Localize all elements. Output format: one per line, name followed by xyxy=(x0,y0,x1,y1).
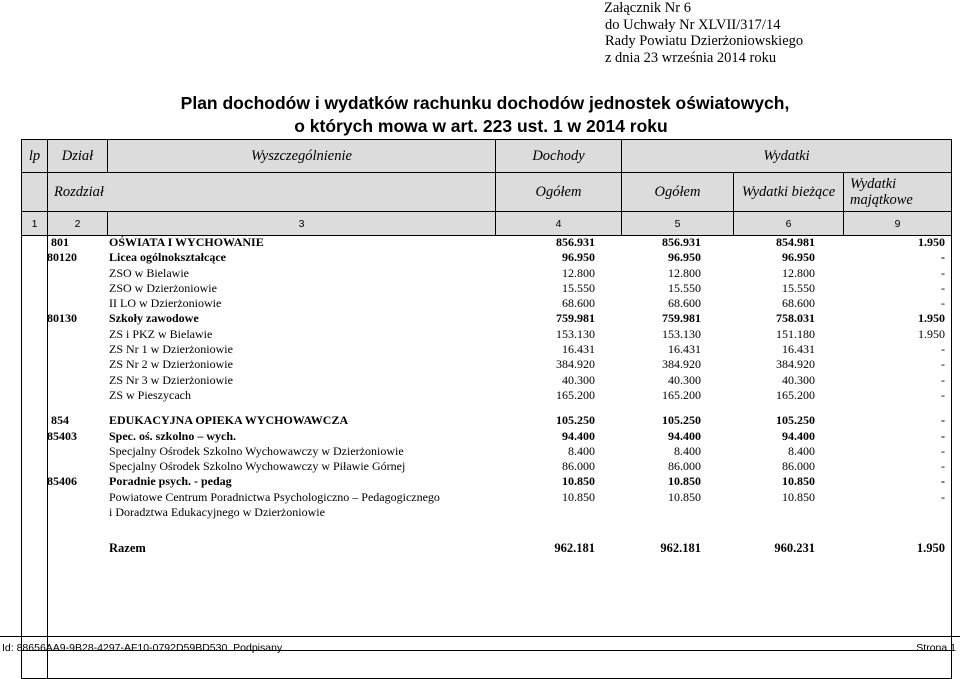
budget-rows xyxy=(21,235,951,520)
row-biezace: 16.431 xyxy=(782,342,815,357)
row-name: Specjalny Ośrodek Szkolno Wychowawczy w Dzierżoniowie xyxy=(109,443,404,458)
header-rozdzial: Rozdział xyxy=(48,173,496,212)
row-name: Licea ogólnokształcące xyxy=(109,250,226,265)
table-row xyxy=(21,474,951,489)
row-ogolem: 86.000 xyxy=(668,459,701,474)
row-dochody: 40.300 xyxy=(562,372,595,387)
row-biezace: 10.850 xyxy=(782,474,815,489)
total-majatkowe: 1.950 xyxy=(916,541,945,555)
row-biezace: 151.180 xyxy=(776,326,815,341)
row-name: i Doradztwa Edukacyjnego w Dzierżoniowie xyxy=(109,505,325,520)
row-biezace: 8.400 xyxy=(788,443,815,458)
header-wydatki: Wydatki xyxy=(622,140,952,173)
row-gap xyxy=(21,403,951,413)
row-dochody: 105.250 xyxy=(556,413,595,428)
row-dochody: 759.981 xyxy=(556,311,595,326)
row-biezace: 94.400 xyxy=(782,428,815,443)
row-name: ZS Nr 2 w Dzierżoniowie xyxy=(109,357,233,372)
col-number-1: 1 xyxy=(22,212,48,236)
row-biezace: 86.000 xyxy=(782,459,815,474)
row-ogolem: 856.931 xyxy=(662,235,701,249)
header-ogolem-dochody: Ogółem xyxy=(496,173,622,212)
row-biezace: 854.981 xyxy=(776,235,815,249)
table-row xyxy=(21,490,951,505)
table-row xyxy=(21,505,951,520)
row-majatkowe: - xyxy=(941,443,945,458)
table-row xyxy=(21,413,951,428)
header-row-2 xyxy=(22,173,952,212)
header-row-numbers xyxy=(22,212,952,236)
row-name: ZSO w Dzierżoniowie xyxy=(109,280,217,295)
row-majatkowe: 1.950 xyxy=(918,311,945,326)
row-majatkowe: - xyxy=(941,459,945,474)
row-name: ZS i PKZ w Bielawie xyxy=(109,326,213,341)
row-ogolem: 8.400 xyxy=(674,443,701,458)
table-row xyxy=(21,266,951,281)
row-majatkowe: - xyxy=(941,296,945,311)
row-ogolem: 105.250 xyxy=(662,413,701,428)
table-row xyxy=(21,327,951,342)
row-majatkowe: - xyxy=(941,428,945,443)
table-row xyxy=(21,429,951,444)
row-code: 80130 xyxy=(47,311,77,326)
total-row xyxy=(21,535,951,562)
row-majatkowe: - xyxy=(941,474,945,489)
row-code: 854 xyxy=(51,413,69,428)
header-wyszczegolnienie: Wyszczególnienie xyxy=(108,140,496,173)
row-name: OŚWIATA I WYCHOWANIE xyxy=(109,235,264,249)
header-row-1 xyxy=(22,140,952,173)
row-dochody: 8.400 xyxy=(568,443,595,458)
table-row xyxy=(21,235,951,250)
row-majatkowe: - xyxy=(941,342,945,357)
row-majatkowe: - xyxy=(941,372,945,387)
row-biezace: 165.200 xyxy=(776,387,815,402)
row-biezace: 10.850 xyxy=(782,489,815,504)
table-row xyxy=(21,250,951,265)
row-biezace: 758.031 xyxy=(776,311,815,326)
row-ogolem: 15.550 xyxy=(668,280,701,295)
row-name: EDUKACYJNA OPIEKA WYCHOWAWCZA xyxy=(109,413,349,428)
row-dochody: 10.850 xyxy=(562,474,595,489)
col-number-9: 9 xyxy=(844,212,952,236)
row-dochody: 16.431 xyxy=(562,342,595,357)
table-row xyxy=(21,388,951,403)
col-number-6: 6 xyxy=(734,212,844,236)
row-name: Poradnie psych. - pedag xyxy=(109,474,232,489)
row-biezace: 15.550 xyxy=(782,280,815,295)
page-title xyxy=(0,92,960,138)
page-footer xyxy=(0,636,960,654)
col-number-2: 2 xyxy=(48,212,108,236)
row-name: ZS w Pieszycach xyxy=(109,387,191,402)
row-name: Specjalny Ośrodek Szkolno Wychowawczy w Piławie Górnej xyxy=(109,459,406,474)
row-dochody: 94.400 xyxy=(562,428,595,443)
resolution-date: z dnia 23 września 2014 roku xyxy=(605,49,777,66)
table-row xyxy=(21,357,951,372)
header-dzial: Dział xyxy=(48,140,108,173)
row-majatkowe: - xyxy=(941,357,945,372)
row-name: ZSO w Bielawie xyxy=(109,265,189,280)
row-majatkowe: 1.950 xyxy=(918,235,945,249)
row-name: Szkoły zawodowe xyxy=(109,311,199,326)
col-number-4: 4 xyxy=(496,212,622,236)
row-majatkowe: - xyxy=(941,413,945,428)
page-number: Strona 1 xyxy=(916,642,956,654)
row-majatkowe: 1.950 xyxy=(918,326,945,341)
row-dochody: 68.600 xyxy=(562,296,595,311)
table-row xyxy=(21,311,951,326)
row-code: 80120 xyxy=(47,250,77,265)
row-ogolem: 759.981 xyxy=(662,311,701,326)
header-wydatki-biezace: Wydatki bieżące xyxy=(734,173,844,212)
row-majatkowe: - xyxy=(941,387,945,402)
row-ogolem: 10.850 xyxy=(668,489,701,504)
row-ogolem: 384.920 xyxy=(662,357,701,372)
row-name: Spec. oś. szkolno – wych. xyxy=(109,428,237,443)
row-ogolem: 16.431 xyxy=(668,342,701,357)
attachment-note xyxy=(604,0,803,66)
total-label: Razem xyxy=(109,541,146,555)
table-row xyxy=(21,459,951,474)
header-ogolem-wydatki: Ogółem xyxy=(622,173,734,212)
row-biezace: 68.600 xyxy=(782,296,815,311)
row-ogolem: 10.850 xyxy=(668,474,701,489)
table-row xyxy=(21,281,951,296)
row-dochody: 12.800 xyxy=(562,265,595,280)
col-number-5: 5 xyxy=(622,212,734,236)
row-name: Powiatowe Centrum Poradnictwa Psychologiczno – Pedagogicznego xyxy=(109,489,440,504)
col-number-3: 3 xyxy=(108,212,496,236)
row-dochody: 856.931 xyxy=(556,235,595,249)
row-dochody: 15.550 xyxy=(562,280,595,295)
row-biezace: 40.300 xyxy=(782,372,815,387)
row-ogolem: 96.950 xyxy=(668,250,701,265)
row-biezace: 384.920 xyxy=(776,357,815,372)
header-dochody: Dochody xyxy=(496,140,622,173)
title-line-1: Plan dochodów i wydatków rachunku dochodów jednostek oświatowych, xyxy=(180,93,790,113)
header-lp: lp xyxy=(22,140,48,173)
header-wydatki-majatkowe: Wydatki majątkowe xyxy=(844,173,952,212)
row-dochody: 96.950 xyxy=(562,250,595,265)
row-code: 85403 xyxy=(47,428,77,443)
header-empty-lp xyxy=(22,173,48,212)
row-majatkowe: - xyxy=(941,265,945,280)
row-ogolem: 165.200 xyxy=(662,387,701,402)
table-row xyxy=(21,444,951,459)
row-biezace: 12.800 xyxy=(782,265,815,280)
row-majatkowe: - xyxy=(941,280,945,295)
document-id: Id: 88656AA9-9B28-4297-AF10-0792D59BD530. Podpisany xyxy=(2,642,283,654)
row-biezace: 105.250 xyxy=(776,413,815,428)
row-ogolem: 153.130 xyxy=(662,326,701,341)
row-ogolem: 68.600 xyxy=(668,296,701,311)
row-name: ZS Nr 3 w Dzierżoniowie xyxy=(109,372,233,387)
row-dochody: 86.000 xyxy=(562,459,595,474)
resolution-number: do Uchwały Nr XLVII/317/14 xyxy=(605,16,781,33)
row-dochody: 384.920 xyxy=(556,357,595,372)
total-biezace: 960.231 xyxy=(774,541,815,555)
attachment-number: Załącznik Nr 6 xyxy=(604,0,691,16)
row-name: II LO w Dzierżoniowie xyxy=(109,296,222,311)
row-dochody: 10.850 xyxy=(562,489,595,504)
row-majatkowe: - xyxy=(941,250,945,265)
row-dochody: 153.130 xyxy=(556,326,595,341)
row-majatkowe: - xyxy=(941,489,945,504)
row-ogolem: 40.300 xyxy=(668,372,701,387)
row-name: ZS Nr 1 w Dzierżoniowie xyxy=(109,342,233,357)
council-name: Rady Powiatu Dzierżoniowskiego xyxy=(605,33,804,49)
row-biezace: 96.950 xyxy=(782,250,815,265)
title-line-2: o których mowa w art. 223 ust. 1 w 2014 roku xyxy=(294,116,668,136)
row-code: 801 xyxy=(51,235,69,249)
row-ogolem: 94.400 xyxy=(668,428,701,443)
table-row xyxy=(21,296,951,311)
table-row xyxy=(21,373,951,388)
total-ogolem: 962.181 xyxy=(660,541,701,555)
row-code: 85406 xyxy=(47,474,77,489)
row-ogolem: 12.800 xyxy=(668,265,701,280)
row-dochody: 165.200 xyxy=(556,387,595,402)
table-row xyxy=(21,342,951,357)
total-dochody: 962.181 xyxy=(554,541,595,555)
